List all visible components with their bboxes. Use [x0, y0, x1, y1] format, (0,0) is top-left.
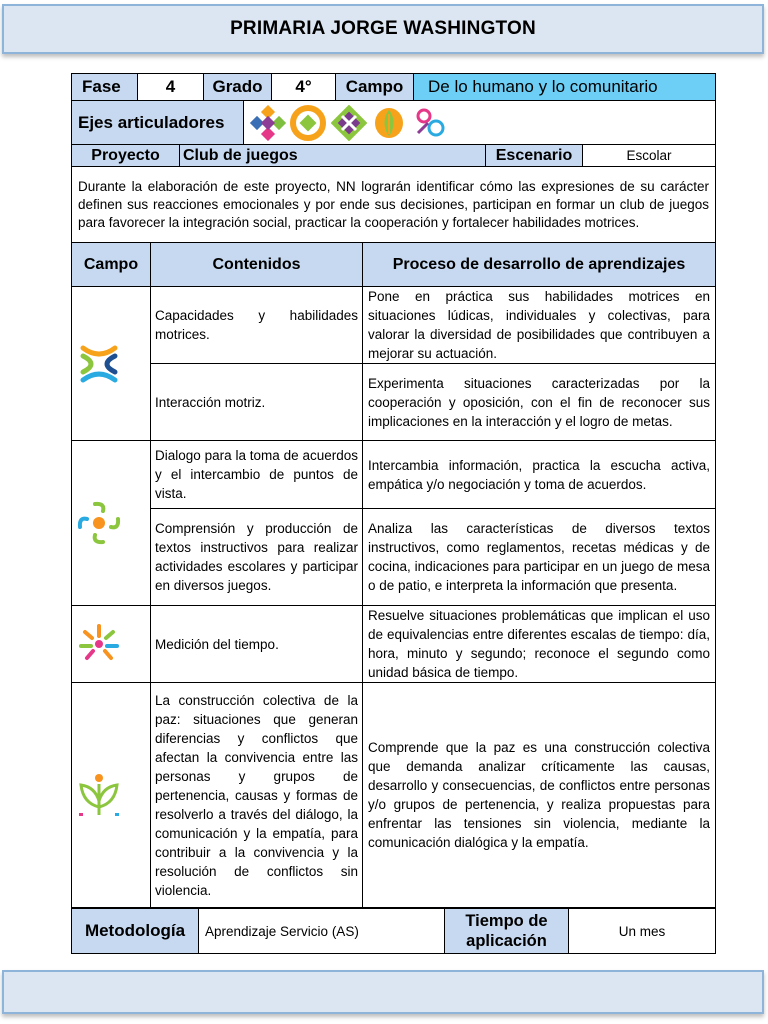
interculturalidad-icon: [331, 105, 367, 141]
tiempo-value: Un mes: [569, 909, 716, 954]
grado-label: Grado: [204, 74, 272, 101]
saberes-pensamiento-cientifico-icon: [75, 620, 123, 668]
content-cell: Medición del tiempo.: [151, 606, 363, 683]
process-cell: Resuelve situaciones problemáticas que implican el uso de equivalencias entre diferentes escalas de tiempo: día, hora, minuto y segundo; reconoce el segundo como unidad básica de tiempo.: [363, 606, 716, 683]
process-cell: Comprende que la paz es una construcción colectiva que demanda analizar críticamente las causas, desarrollo y consecuencias, de conflictos entre personas y/o grupos de pertenencia, y realiza propuestas para enfrentar las tensiones sin violencia, mediante la comunicación dialógica y la empatía.: [363, 683, 716, 908]
campo-icon-cell: [72, 287, 151, 441]
vida-saludable-icon: [371, 105, 407, 141]
ejes-icons: [244, 101, 716, 145]
header-proceso: Proceso de desarrollo de aprendizajes: [363, 243, 716, 287]
fase-label: Fase: [72, 74, 138, 101]
project-description: Durante la elaboración de este proyecto, NN lograrán identificar cómo las expresiones de su carácter definen sus reacciones emocionales y por ende sus decisiones, participan en formar un club de juegos para favorecer la integración social, practicar la cooperación y fortalecer habilidades motrices.: [72, 167, 716, 243]
table-row: [72, 683, 716, 908]
school-title: PRIMARIA JORGE WASHINGTON: [230, 18, 536, 39]
tiempo-label: Tiempo de aplicación: [445, 909, 569, 954]
info-row-fase: [71, 73, 716, 101]
proyecto-label: Proyecto: [72, 145, 180, 167]
proyecto-row: [71, 144, 716, 167]
content-cell: Capacidades y habilidades motrices.: [151, 287, 363, 364]
table-row: [72, 606, 716, 683]
escenario-value: Escolar: [583, 145, 716, 167]
content-cell: Dialogo para la toma de acuerdos y el intercambio de puntos de vista.: [151, 441, 363, 509]
campo-icon-cell: [72, 606, 151, 683]
campo-icon-cell: [72, 683, 151, 908]
proyecto-value: Club de juegos: [180, 145, 486, 167]
process-cell: Intercambia información, practica la escucha activa, empática y/o negociación y toma de acuerdos.: [363, 441, 716, 509]
inclusion-icon: [250, 105, 286, 141]
metodologia-row: [71, 908, 716, 954]
table-row: [72, 364, 716, 441]
grado-value: 4°: [272, 74, 336, 101]
contents-table-header: [72, 243, 716, 287]
content-cell: Comprensión y producción de textos instructivos para realizar actividades escolares y participar en diversos juegos.: [151, 509, 363, 606]
contents-table: [71, 242, 716, 908]
pensamiento-critico-icon: [290, 105, 326, 141]
content-cell: La construcción colectiva de la paz: situaciones que generan diferencias y conflictos que afectan la convivencia entre las personas y grupos de pertenencia, causas y formas de resolverlo a través del diálogo, la comunicación y la empatía, para contribuir a la convivencia y la resolución de conflictos sin violencia.: [151, 683, 363, 908]
table-row: [72, 509, 716, 606]
campo-label: Campo: [336, 74, 414, 101]
process-cell: Analiza las características de diversos textos instructivos, como reglamentos, recetas médicas y de cocina, indicaciones para participar en un juego de mesa o de patio, e interpreta la información que presenta.: [363, 509, 716, 606]
etica-naturaleza-sociedades-icon: [75, 771, 123, 819]
de-lo-humano-icon: [75, 340, 123, 388]
process-cell: Pone en práctica sus habilidades motrices en situaciones lúdicas, individuales y colectivas, para valorar la diversidad de posibilidades que contribuyen a mejorar su actuación.: [363, 287, 716, 364]
metodologia-value: Aprendizaje Servicio (AS): [199, 909, 445, 954]
table-row: [72, 441, 716, 509]
metodologia-label: Metodología: [72, 909, 199, 954]
ejes-row: [71, 100, 716, 145]
lenguajes-icon: [75, 499, 123, 547]
description-row: [71, 166, 716, 243]
ejes-label: Ejes articuladores: [72, 101, 244, 145]
campo-icon-cell: [72, 441, 151, 606]
table-row: [72, 287, 716, 364]
header-campo: Campo: [72, 243, 151, 287]
lectura-escritura-icon: [412, 105, 448, 141]
content-cell: Interacción motriz.: [151, 364, 363, 441]
process-cell: Experimenta situaciones caracterizadas por la cooperación y oposición, con el fin de reconocer sus implicaciones en la interacción y el logro de metas.: [363, 364, 716, 441]
school-title-banner: [2, 4, 764, 54]
footer-banner: [2, 970, 764, 1014]
campo-value: De lo humano y lo comunitario: [414, 74, 716, 101]
escenario-label: Escenario: [486, 145, 583, 167]
header-contenidos: Contenidos: [151, 243, 363, 287]
fase-value: 4: [138, 74, 204, 101]
